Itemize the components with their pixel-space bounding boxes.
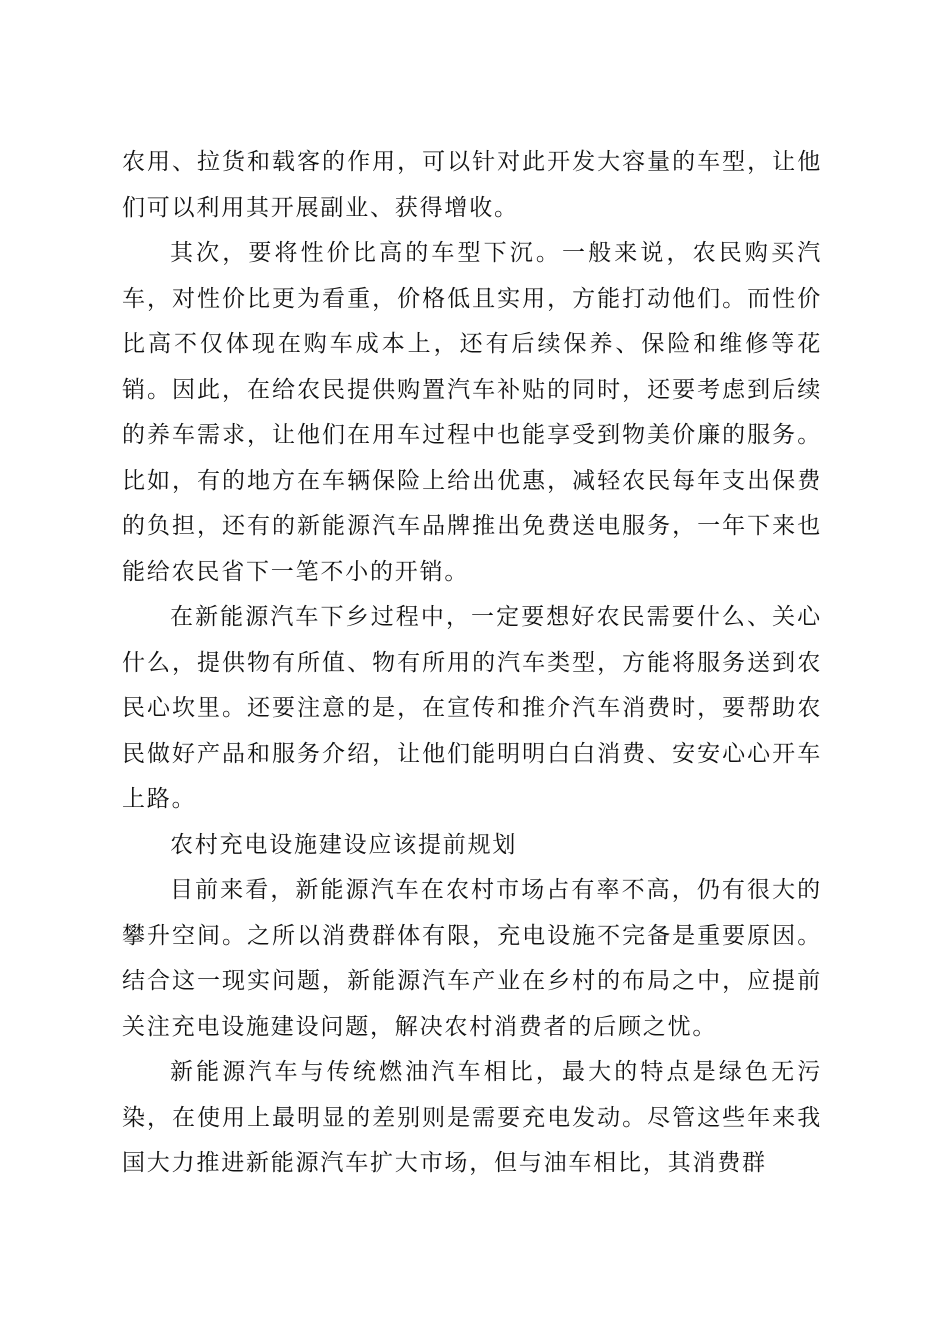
document-body — [122, 140, 822, 1187]
section-subheading: 农村充电设施建设应该提前规划 — [170, 831, 518, 858]
paragraph-continued: 农用、拉货和载客的作用，可以针对此开发大容量的车型，让他们可以利用其开展副业、获得增收。 — [122, 149, 822, 221]
paragraph-green-comparison: 新能源汽车与传统燃油汽车相比，最大的特点是绿色无污染，在使用上最明显的差别则是需要充电发动。尽管这些年来我国大力推进新能源汽车扩大市场，但与油车相比，其消费群 — [122, 1059, 822, 1176]
paragraph-cost-effective-models: 其次，要将性价比高的车型下沉。一般来说，农民购买汽车，对性价比更为看重，价格低且实用，方能打动他们。而性价比高不仅体现在购车成本上，还有后续保养、保险和维修等花销。因此，在给农民提供购置汽车补贴的同时，还要考虑到后续的养车需求，让他们在用车过程中也能享受到物美价廉的服务。比如，有的地方在车辆保险上给出优惠，减轻农民每年支出保费的负担，还有的新能源汽车品牌推出免费送电服务，一年下来也能给农民省下一笔不小的开销。 — [122, 240, 822, 585]
paragraph-farmer-needs: 在新能源汽车下乡过程中，一定要想好农民需要什么、关心什么，提供物有所值、物有所用的汽车类型，方能将服务送到农民心坎里。还要注意的是，在宣传和推介汽车消费时，要帮助农民做好产品和服务介绍，让他们能明明白白消费、安安心心开车上路。 — [122, 604, 822, 812]
paragraph-charging-facilities: 目前来看，新能源汽车在农村市场占有率不高，仍有很大的攀升空间。之所以消费群体有限，充电设施不完备是重要原因。结合这一现实问题，新能源汽车产业在乡村的布局之中，应提前关注充电设施建设问题，解决农村消费者的后顾之忧。 — [122, 877, 822, 1040]
